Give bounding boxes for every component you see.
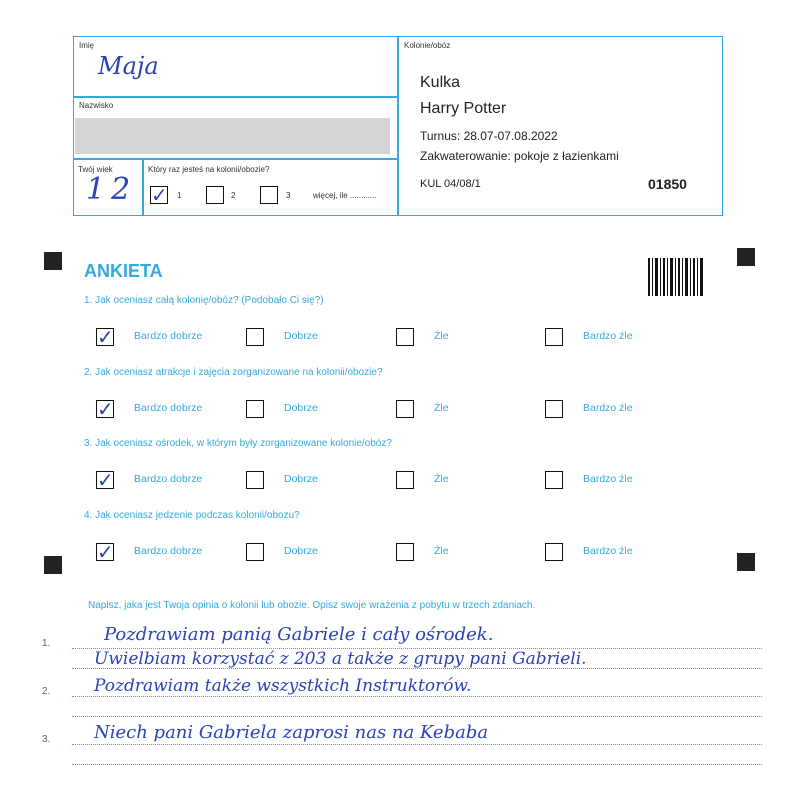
question-2-option-3-label: Źle [434,402,449,414]
accommodation: Zakwaterowanie: pokoje z łazienkami [420,149,619,163]
question-3-option-4-label: Bardzo źle [583,473,633,485]
question-2-option-1-checkbox[interactable] [96,397,114,421]
question-3-option-2-label: Dobrze [284,473,318,485]
writing-line-3 [72,696,762,697]
handwritten-line-1: Pozdrawiam panią Gabriele i cały ośrodek. [104,624,494,645]
question-4-option-3-label: Źle [434,545,449,557]
question-4-text: 4. Jak oceniasz jedzenie podczas kolonii/obozu? [84,510,300,521]
camp-theme: Harry Potter [420,100,507,117]
times-checkbox-3[interactable] [260,186,278,204]
check-mark-icon: ✓ [97,325,114,349]
question-3-option-2-checkbox[interactable] [246,471,264,489]
line-number-3: 3. [42,734,51,745]
question-1-option-4-checkbox[interactable] [545,328,563,346]
barcode [648,258,704,296]
times-option-1: 1 [177,191,182,200]
barcode-icon [648,258,704,296]
survey-title: ANKIETA [84,261,163,281]
camp-name: Kulka [420,74,461,91]
check-mark-icon: ✓ [151,183,168,207]
surname-redacted [75,118,390,154]
question-2-text: 2. Jak oceniasz atrakcje i zajęcia zorganizowane na kolonii/obozie? [84,367,383,378]
question-1-option-1-checkbox[interactable] [96,325,114,349]
question-3-option-1-checkbox[interactable] [96,468,114,492]
surname-label: Nazwisko [79,101,114,110]
writing-line-5 [72,744,762,745]
question-1-option-4-label: Bardzo źle [583,330,633,342]
writing-line-6 [72,764,762,765]
question-3-option-4-checkbox[interactable] [545,471,563,489]
question-4-option-3-checkbox[interactable] [396,543,414,561]
times-label: Który raz jesteś na kolonii/obozie? [148,165,270,174]
camp-code: KUL 04/08/1 [420,178,481,190]
question-2-option-2-checkbox[interactable] [246,400,264,418]
form-number: 01850 [648,176,687,192]
handwritten-line-3: Pozdrawiam także wszystkich Instruktorów. [94,676,472,696]
question-2-option-1-label: Bardzo dobrze [134,402,203,414]
times-checkbox-2[interactable] [206,186,224,204]
question-3-option-1-label: Bardzo dobrze [134,473,203,485]
camp-label: Kolonie/obóz [404,41,451,50]
question-4-option-4-checkbox[interactable] [545,543,563,561]
question-2-option-4-label: Bardzo źle [583,402,633,414]
age-divider [142,158,144,215]
times-option-3: 3 [286,191,291,200]
writing-line-4 [72,716,762,717]
times-checkbox-1[interactable] [150,183,168,207]
opinion-prompt: Napisz, jaka jest Twoja opinia o kolonii lub obozie. Opisz swoje wrażenia z pobytu w trzech zdaniach. [88,600,536,611]
question-4-option-4-label: Bardzo źle [583,545,633,557]
question-2-option-4-checkbox[interactable] [545,400,563,418]
corner-marker-top-right [737,248,755,266]
question-3-option-3-label: Źle [434,473,449,485]
question-3-option-3-checkbox[interactable] [396,471,414,489]
name-label: Imię [79,41,95,50]
question-4-option-1-label: Bardzo dobrze [134,545,203,557]
age-label: Twój wiek [78,165,113,174]
question-1-option-2-label: Dobrze [284,330,318,342]
question-4-option-2-checkbox[interactable] [246,543,264,561]
name-divider [73,96,398,98]
name-value: Maja [98,52,159,80]
question-2-option-2-label: Dobrze [284,402,318,414]
corner-marker-mid-right [737,553,755,571]
question-1-option-2-checkbox[interactable] [246,328,264,346]
header-divider [397,36,399,216]
turnus: Turnus: 28.07-07.08.2022 [420,129,558,143]
question-3-text: 3. Jak oceniasz ośrodek, w którym były zorganizowane kolonie/obóz? [84,438,392,449]
line-number-1: 1. [42,638,51,649]
question-2-option-3-checkbox[interactable] [396,400,414,418]
corner-marker-mid-left [44,556,62,574]
handwritten-line-2: Uwielbiam korzystać z 203 a także z grupy pani Gabrieli. [94,649,587,669]
question-1-option-3-checkbox[interactable] [396,328,414,346]
question-4-option-2-label: Dobrze [284,545,318,557]
age-value: 12 [86,172,137,207]
question-1-option-3-label: Źle [434,330,449,342]
surname-divider [73,158,398,160]
handwritten-line-4: Niech pani Gabriela zaprosi nas na Kebaba [94,722,489,743]
check-mark-icon: ✓ [97,468,114,492]
question-1-option-1-label: Bardzo dobrze [134,330,203,342]
corner-marker-top-left [44,252,62,270]
line-number-2: 2. [42,686,51,697]
question-4-option-1-checkbox[interactable] [96,540,114,564]
times-option-2: 2 [231,191,236,200]
times-option-more: więcej, ile ............ [313,191,377,200]
question-1-text: 1. Jak oceniasz całą kolonię/obóz? (Podobało Ci się?) [84,295,324,306]
check-mark-icon: ✓ [97,397,114,421]
check-mark-icon: ✓ [97,540,114,564]
